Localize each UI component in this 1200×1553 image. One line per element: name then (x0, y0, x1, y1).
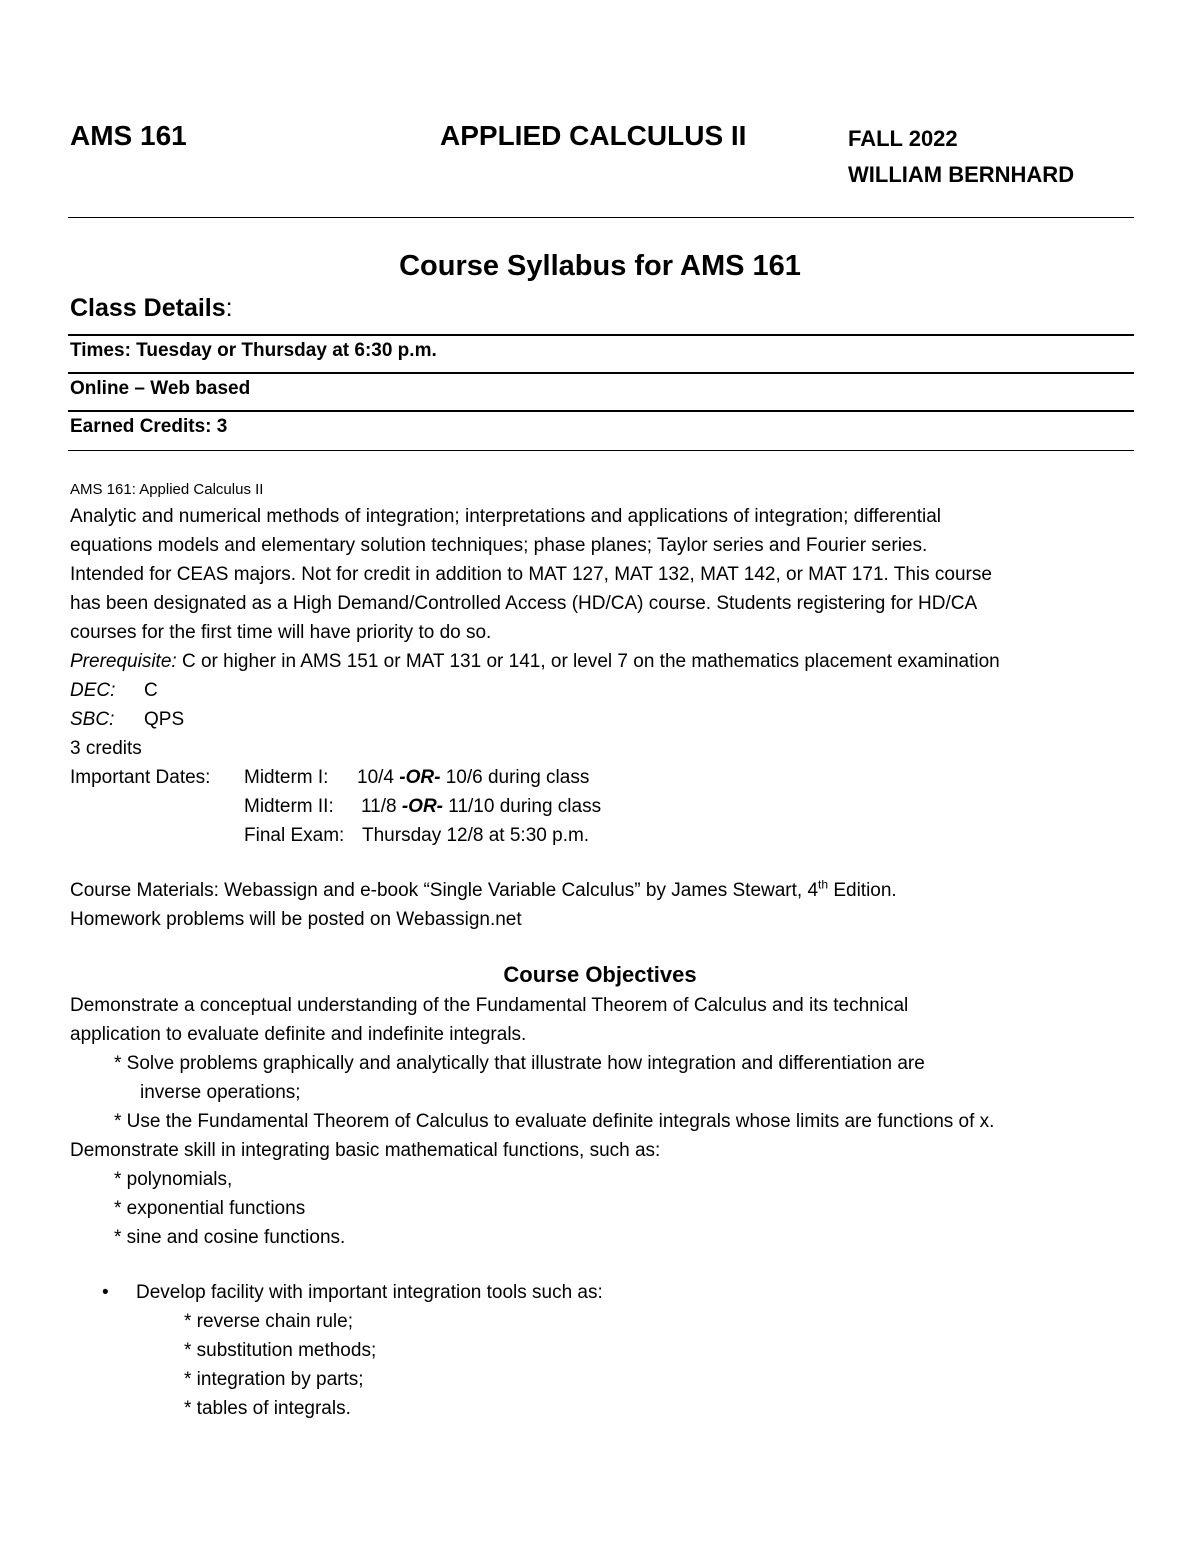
class-details-heading: Class Details: (70, 294, 233, 322)
list-item: * tables of integrals. (184, 1398, 351, 1419)
details-divider (68, 372, 1134, 374)
midterm-2: Midterm II: 11/8 -OR- 11/10 during class (244, 796, 602, 817)
header-divider (68, 217, 1134, 218)
list-item: * exponential functions (114, 1198, 306, 1219)
objective-subitem: inverse operations; (140, 1082, 301, 1103)
description-line: equations models and elementary solution techniques; phase planes; Taylor series and Fourier series. (70, 535, 928, 556)
credits: 3 credits (70, 738, 142, 759)
detail-format: Online – Web based (70, 378, 251, 399)
course-code: AMS 161 (70, 120, 187, 151)
catalog-description (70, 502, 1000, 850)
final-exam: Final Exam: Thursday 12/8 at 5:30 p.m. (244, 825, 590, 846)
description-line: courses for the first time will have priority to do so. (70, 622, 492, 643)
sbc: SBC: QPS (70, 709, 185, 730)
list-item: * sine and cosine functions. (114, 1227, 346, 1248)
description-line: has been designated as a High Demand/Controlled Access (HD/CA) course. Students registering for HD/CA (70, 593, 978, 614)
details-divider (68, 450, 1134, 451)
list-item: * polynomials, (114, 1169, 233, 1190)
details-divider (68, 334, 1134, 336)
list-item: * substitution methods; (184, 1340, 377, 1361)
detail-times: Times: Tuesday or Thursday at 6:30 p.m. (70, 340, 437, 361)
objective-subitem: * Use the Fundamental Theorem of Calculus to evaluate definite integrals whose limits are functions of x. (114, 1111, 995, 1132)
prerequisite: Prerequisite: C or higher in AMS 151 or MAT 131 or 141, or level 7 on the mathematics placement examination (70, 651, 1000, 672)
list-item: * integration by parts; (184, 1369, 364, 1390)
catalog-course-line: AMS 161: Applied Calculus II (70, 481, 264, 498)
objective-text: Demonstrate a conceptual understanding of the Fundamental Theorem of Calculus and its technical (70, 995, 909, 1016)
description-line: Intended for CEAS majors. Not for credit in addition to MAT 127, MAT 132, MAT 142, or MAT 171. This course (70, 564, 992, 585)
important-dates: Important Dates: Midterm I: 10/4 -OR- 10/6 during class (70, 767, 590, 788)
syllabus-title: Course Syllabus for AMS 161 (399, 250, 801, 282)
objective-text: application to evaluate definite and indefinite integrals. (70, 1024, 527, 1045)
list-item: * reverse chain rule; (184, 1311, 353, 1332)
objectives-list (70, 991, 994, 1252)
objective-subitem: * Solve problems graphically and analytically that illustrate how integration and differentiation are (114, 1053, 925, 1074)
objectives-heading: Course Objectives (503, 962, 697, 987)
details-divider (68, 410, 1134, 412)
objective-bullet-line: • Develop facility with important integration tools such as: (70, 1278, 603, 1307)
bullet-icon: • (102, 1282, 109, 1303)
objective-text: Demonstrate skill in integrating basic mathematical functions, such as: (70, 1140, 661, 1161)
course-title: APPLIED CALCULUS II (440, 120, 747, 151)
materials-line: Course Materials: Webassign and e-book “Single Variable Calculus” by James Stewart, 4th Edition. (70, 877, 897, 901)
course-materials (70, 876, 897, 934)
objective-tools (70, 1278, 603, 1423)
homework-line: Homework problems will be posted on Webassign.net (70, 909, 522, 930)
term: FALL 2022 (848, 126, 958, 151)
detail-credits: Earned Credits: 3 (70, 416, 228, 437)
dec: DEC: C (70, 680, 158, 701)
instructor: WILLIAM BERNHARD (848, 162, 1075, 187)
description-line: Analytic and numerical methods of integration; interpretations and applications of integration; differential (70, 506, 942, 527)
